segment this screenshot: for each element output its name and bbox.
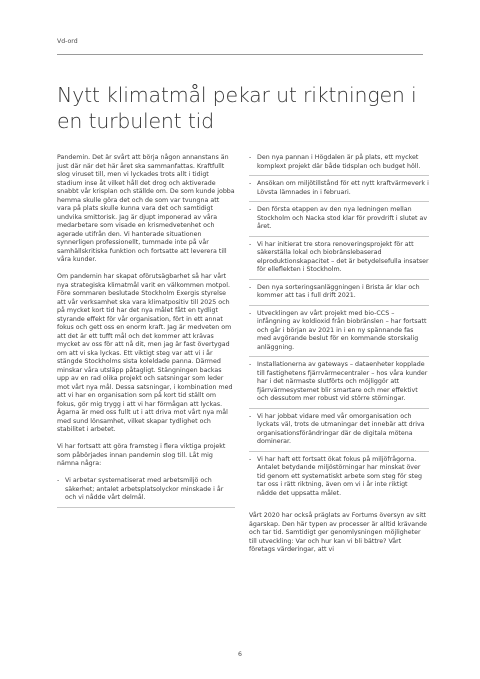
list-item: - Den nya sorteringsanläggningen i Brista är klar och kommer att tas i full drift 2021. bbox=[249, 284, 429, 306]
list-item: - Vi arbetar systematiserat med arbetsmiljö och säkerhet; antalet arbetsplatsolyckor minskade i år och vi nådde vårt delmål. bbox=[57, 477, 235, 508]
paragraph: Vi har fortsatt att göra framsteg i flera viktiga projekt som påbörjades innan pandemin slog till. Låt mig nämna några: bbox=[57, 443, 226, 467]
list-item: - Den första etappen av den nya ledningen mellan Stockholm och Nacka stod klar för provdrift i slutet av året. bbox=[249, 206, 429, 237]
bullet-list bbox=[249, 154, 429, 502]
list-item: - Utvecklingen av vårt projekt med bio-CCS – infångning av koldioxid från biobränslen – har fortsatt och går i början av 2021 in i en ny spännande fas med avgörande beslut för en kommande storskalig anläggning. bbox=[249, 310, 429, 358]
header-label: Vd-ord bbox=[57, 38, 78, 45]
list-item: - Ansökan om miljötillstånd för ett nytt kraftvärmeverk i Lövsta lämnades in i februari. bbox=[249, 180, 429, 202]
paragraph: Pandemin. Det är svårt att börja någon annanstans än just där när det här året ska sammanfattas. Kraftfullt slog viruset till, men vi lyckades trots allt i tidigt stadium inse åt vilket håll det drog och aktiverade snabbt vår krisplan och ställde om. De som kunde jobba hemma skulle göra det och de som var tvungna att vara på plats skulle kunna vara det och samtidigt undvika smittorisk. Jag är djupt imponerad av våra medarbetare som visade en krismedvetenhet och agerade utifrån den. Vi hanterade situationen synnerligen professionellt, tummade inte på vår samhällskritiska funktion och fortsatte att leverera till våra kunder. bbox=[57, 154, 235, 263]
paragraph: Om pandemin har skapat oförutsägbarhet så har vårt nya strategiska klimatmål varit en välkommen motpol. Före sommaren beslutade Stockholm Exergis styrelse att vår verksamhet ska vara klimatpositiv till 2025 och på mycket kort tid har det nya målet fått en tydligt styrande effekt för vår organisation, fört in ett annat fokus och gett oss en enorm kraft. Jag är medveten om att det är ett tufft mål och det kommer att krävas mycket av oss för att nå dit, men jag är fast övertygad om att vi ska lyckas. Ett viktigt steg var att vi i år stängde Stockholms sista koleldade panna. Därmed minskar våra utsläpp påtagligt. Stängningen backas upp av en rad olika projekt och satsningar som leder mot vårt nya mål. Dessa satsningar, i kombination med att vi har en organisation som på kort tid ställt om fokus, gör mig trygg i att vi har förmågan att lyckas. Ägarna är med oss fullt ut i att driva mot vårt nya mål med sund lönsamhet, vilket skapar tydlighet och stabilitet i arbetet. bbox=[57, 273, 233, 433]
list-item: - Installationerna av gateways – dataenheter kopplade till fastighetens fjärrvärmecentraler – hos våra kunder har i det närmaste slutförts och möjliggör att fjärrvärmesystemet blir smartare och mer effektivt och dessutom mer robust vid större störningar. bbox=[249, 361, 429, 409]
header-divider bbox=[57, 54, 423, 55]
bullet-list bbox=[57, 477, 235, 508]
page-title: Nytt klimatmål pekar ut riktningen i en turbulent tid bbox=[57, 83, 417, 133]
paragraph: Vårt 2020 har också präglats av Fortums översyn av sitt ägarskap. Den här typen av processer är alltid krävande och tar tid. Samtidigt ger genomlysningen möjligheter till utveckling: Var och hur kan vi bli bättre? Vårt företags värderingar, att vi bbox=[249, 512, 428, 553]
list-item: - Vi har haft ett fortsatt ökat fokus på miljöfrågorna. Antalet betydande miljöstörningar har minskat över tid genom ett systematiskt arbete som steg för steg tar oss i rätt riktning, även om vi i år inte riktigt nådde det uppsatta målet. bbox=[249, 456, 429, 503]
list-item: - Vi har jobbat vidare med vår omorganisation och lyckats väl, trots de utmaningar det innebär att driva organisationsförändringar där de digitala mötena dominerar. bbox=[249, 413, 429, 452]
list-item: - Vi har initierat tre stora renoveringsprojekt för att säkerställa lokal och biobränslebaserad elproduktionskapacitet – det är betydelsefulla insatser för elleflekten i Stockholm. bbox=[249, 241, 429, 280]
left-column bbox=[57, 154, 235, 512]
page-number: 6 bbox=[238, 651, 242, 658]
right-column bbox=[249, 154, 429, 563]
list-item: - Den nya pannan i Högdalen är på plats, ett mycket komplext projekt där både tidsplan och budget höll. bbox=[249, 154, 429, 176]
